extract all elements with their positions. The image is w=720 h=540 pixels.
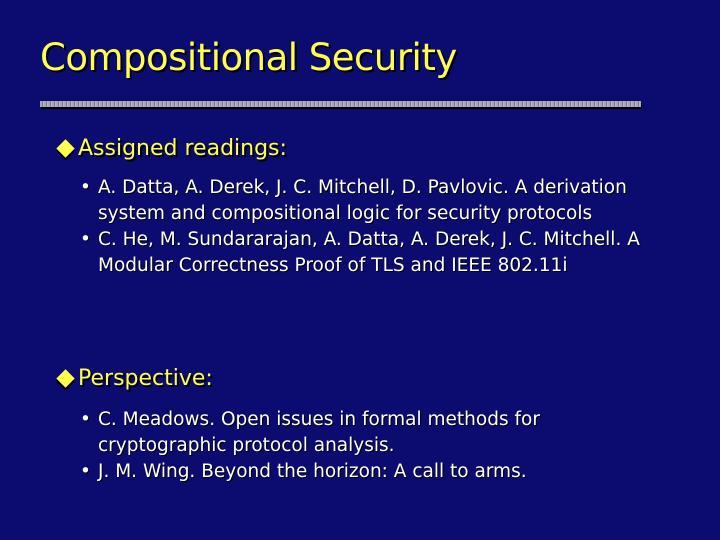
diamond-bullet-icon bbox=[56, 139, 74, 157]
list-item bbox=[72, 459, 652, 485]
bullet-icon: • bbox=[80, 177, 91, 198]
section-heading-text: Assigned readings: bbox=[78, 136, 287, 161]
section-heading-text: Perspective: bbox=[78, 366, 213, 391]
section-assigned-readings bbox=[56, 136, 696, 279]
bullet-icon: • bbox=[80, 229, 91, 250]
section-perspective bbox=[56, 366, 696, 485]
reading-list bbox=[72, 407, 652, 485]
section-heading bbox=[56, 136, 696, 161]
list-item bbox=[72, 227, 652, 279]
list-item-text: C. He, M. Sundararajan, A. Datta, A. Derek, J. C. Mitchell. A Modular Correctness Proof of TLS and IEEE 802.11i bbox=[98, 229, 640, 276]
title-divider bbox=[40, 101, 641, 107]
slide-title: Compositional Security bbox=[40, 36, 457, 79]
list-item-text: A. Datta, A. Derek, J. C. Mitchell, D. Pavlovic. A derivation system and compositional logic for security protocols bbox=[98, 177, 627, 224]
bullet-icon: • bbox=[80, 409, 91, 430]
list-item-text: J. M. Wing. Beyond the horizon: A call to arms. bbox=[98, 461, 527, 482]
list-item-text: C. Meadows. Open issues in formal methods for cryptographic protocol analysis. bbox=[98, 409, 540, 456]
list-item bbox=[72, 407, 652, 459]
diamond-bullet-icon bbox=[56, 369, 74, 387]
list-item bbox=[72, 175, 652, 227]
reading-list bbox=[72, 175, 652, 279]
bullet-icon: • bbox=[80, 461, 91, 482]
section-heading bbox=[56, 366, 696, 391]
